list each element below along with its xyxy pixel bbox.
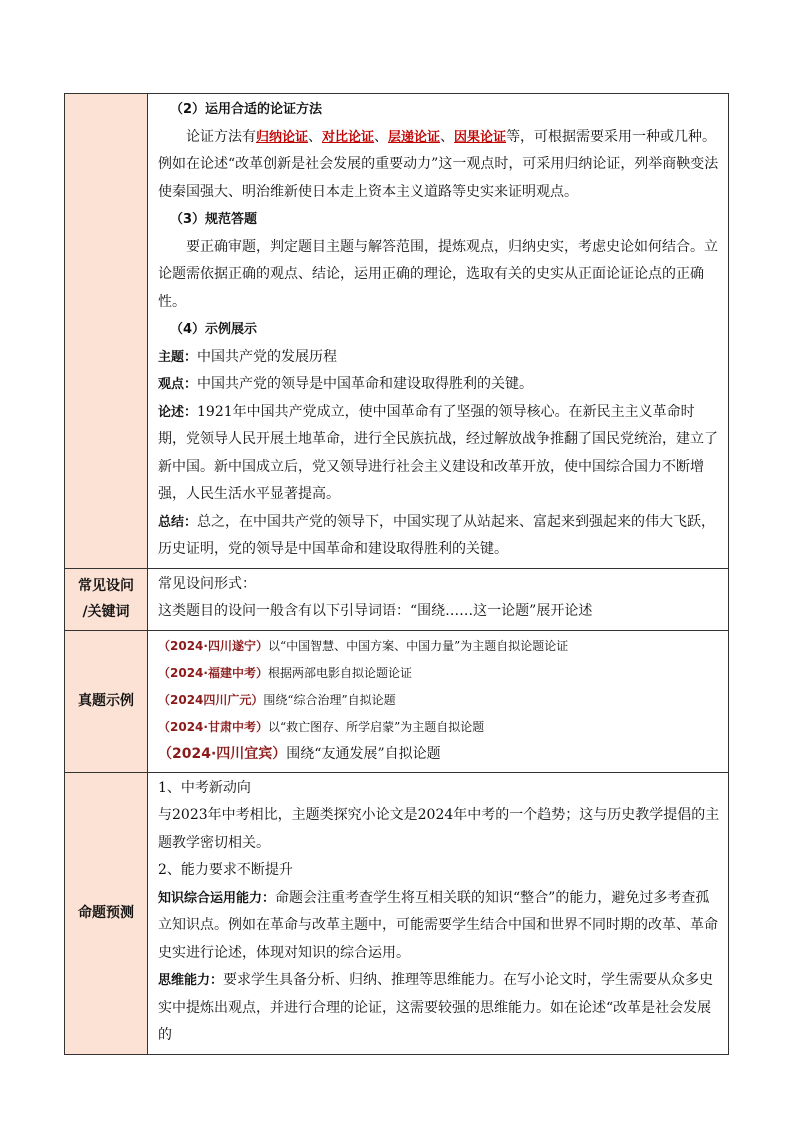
real-item-source: （2024·福建中考） [158,665,268,680]
real-content [148,630,729,772]
method-intro: 论证方法有 [186,128,256,145]
summary-text: 总之，在中国共产党的领导下，中国实现了从站起来、富起来到强起来的伟大飞跃，历史证明，党的领导是中国革命和建设取得胜利的关键。 [158,513,716,557]
predict-content [148,772,729,1054]
predict-label: 命题预测 [65,772,148,1054]
real-item-text: 以“中国智慧、中国方案、中国力量”为主题自拟论题论证 [267,638,569,653]
method-rest: 等，可根据需要采用一种或几种。例如在论述“改革创新是社会发展的重要动力”这一观点时，可采用归纳论证，列举商鞅变法使秦国强大、明治维新使日本走上资本主义道路等史实来证明观点。 [158,128,719,200]
summary-label: 总结： [158,514,198,530]
real-item [158,741,720,768]
methods-row [65,94,729,569]
k2-text: 要求学生具备分析、归纳、推理等思维能力。在写小论文时，学生需要从众多史实中提炼出观点，并进行合理的论证，这需要较强的思维能力。如在论述“改革是社会发展的 [158,972,714,1043]
example-heading: （4）示例展示 [170,322,258,337]
standard-text: 要正确审题，判定题目主题与解答范围，提炼观点，归纳史实，考虑史论如何结合。立论题需依据正确的观点、结论，运用正确的理论，选取有关的史实从正面论证论点的正确性。 [158,238,718,310]
real-item [158,714,720,741]
real-item [158,687,720,714]
real-item-source: （2024·四川遂宁） [158,638,268,653]
example-argue [158,399,720,509]
real-item [158,660,720,687]
example-summary [158,509,720,564]
methods-label-cell [65,94,148,569]
real-label: 真题示例 [65,630,148,772]
method-2: 对比论证 [322,129,375,145]
methods-content-cell [148,94,729,569]
common-content [148,568,729,630]
predict-h1: 1、中考新动向 [158,779,251,796]
real-item-text: 围绕“综合治理”自拟论题 [263,692,396,707]
standard-heading: （3）规范答题 [170,212,258,227]
predict-p1: 与2023年中考相比，主题类探究小论文是2024年中考的一个趋势；这与历史教学提倡的主题教学密切相关。 [158,807,720,851]
example-theme [158,344,720,372]
real-item-text: 以“救亡图存、所学启蒙”为主题自拟论题 [267,719,485,734]
method-4: 因果论证 [454,129,507,145]
method-heading: （2）运用合适的论证方法 [170,102,323,117]
view-label: 观点： [158,377,198,392]
common-label-line1: 常见设问 [78,578,134,594]
method-paragraph [158,124,720,207]
method-3: 层递论证 [388,129,441,145]
real-item-source: （2024·四川宜宾） [158,745,287,762]
k2-label: 思维能力： [158,973,224,988]
common-row [65,568,729,630]
common-label-line2: /关键词 [82,604,130,620]
argue-label: 论述： [158,404,198,420]
method-sep-2: 、 [374,128,389,145]
common-line1: 常见设问形式： [158,575,256,592]
real-item-source: （2024·甘肃中考） [158,719,268,734]
argue-text: 1921年中国共产党成立，使中国革命有了坚强的领导核心。在新民主主义革命时期，党领导人民开展土地革命，进行全民族抗战，经过解放战争推翻了国民党统治，建立了新中国。新中国成立后，党又领导进行社会主义建设和改革开放，使中国综合国力不断增强，人民生活水平显著提高。 [158,403,718,502]
method-sep-1: 、 [308,128,323,145]
view-text: 中国共产党的领导是中国革命和建设取得胜利的关键。 [197,376,534,392]
predict-row [65,772,729,1054]
example-view [158,371,720,399]
real-row [65,630,729,772]
common-line2: 这类题目的设问一般含有以下引导词语：“围绕……这一论题”展开论述 [158,603,593,619]
content-table [64,93,729,1055]
common-label [65,568,148,630]
method-sep-3: 、 [440,128,455,145]
theme-text: 中国共产党的发展历程 [197,348,338,365]
real-item-text: 围绕“友通发展”自拟论题 [286,745,441,762]
predict-h2: 2、能力要求不断提升 [158,862,293,878]
real-item [158,633,720,660]
predict-k2 [158,967,720,1050]
k1-label: 知识综合运用能力： [158,890,276,906]
real-item-text: 根据两部电影自拟论题论证 [267,665,412,680]
real-item-source: （2024四川广元） [158,692,264,707]
theme-label: 主题： [158,349,198,365]
k1-text: 命题会注重考查学生将互相关联的知识“整合”的能力，避免过多考查孤立知识点。例如在革命与改革主题中，可能需要学生结合中国和世界不同时期的改革、革命史实进行论述，体现对知识的综合运用。 [158,889,718,961]
predict-k1 [158,885,720,968]
method-1: 归纳论证 [256,129,309,145]
